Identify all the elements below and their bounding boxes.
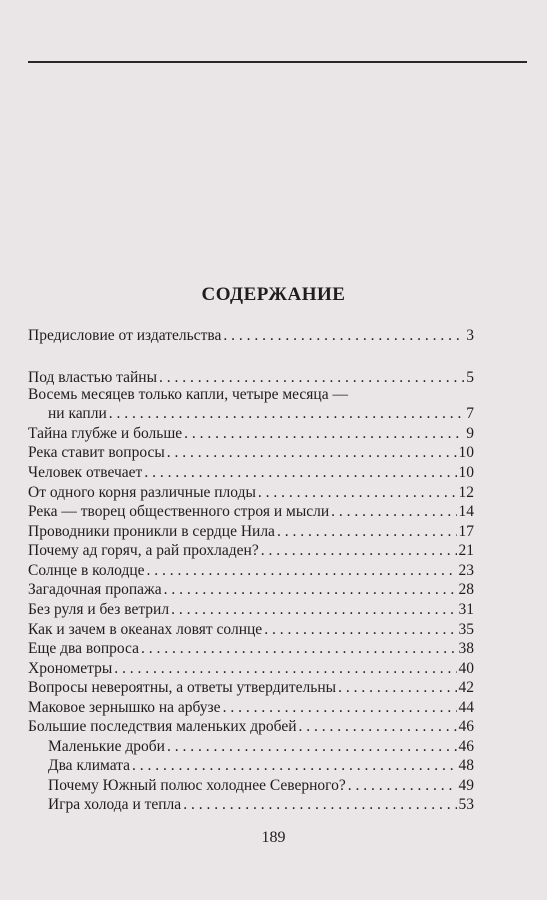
toc-entry (28, 483, 474, 503)
toc-entry-title: Проводники проникли в сердце Нила (28, 523, 275, 540)
toc-entry-title: Вопросы невероятны, а ответы утвердительны (28, 679, 337, 696)
toc-entry (28, 580, 474, 600)
toc-entry-page: 46 (458, 738, 474, 755)
toc-entry-title: Хронометры (28, 660, 113, 677)
toc-entry-page: 9 (466, 425, 474, 442)
toc-entry-line1: Восемь месяцев только капли, четыре месяца — (28, 386, 348, 403)
toc-entry (28, 717, 474, 737)
toc-entry (28, 424, 474, 444)
leader-dots (261, 541, 457, 561)
toc-entry-page: 12 (458, 484, 474, 501)
leader-dots (299, 717, 457, 737)
leader-dots (338, 678, 456, 698)
leader-dots (258, 483, 457, 503)
toc-subentry (48, 737, 474, 757)
toc-entry (28, 659, 474, 679)
toc-entry (28, 561, 474, 581)
toc-entry-page: 10 (458, 444, 474, 461)
toc-entry-page: 5 (466, 369, 474, 386)
leader-dots (164, 580, 457, 600)
toc-entry-page: 40 (458, 660, 474, 677)
toc-entry-page: 28 (458, 581, 474, 598)
toc-entry-title: Большие последствия маленьких дробей (28, 718, 297, 735)
leader-dots (167, 737, 457, 757)
toc-entry-page: 3 (466, 327, 474, 344)
toc-entry-title: От одного корня различные плоды (28, 484, 256, 501)
toc-entry-title: Игра холода и тепла (48, 796, 182, 813)
toc-entry-title: Под властью тайны (28, 369, 158, 386)
toc-entry-page: 14 (458, 503, 474, 520)
toc-entry-page: 31 (458, 601, 474, 618)
leader-dots (183, 795, 456, 815)
toc-entry-title: Без руля и без ветрил (28, 601, 170, 618)
leader-dots (223, 698, 457, 718)
toc-entry (28, 443, 474, 463)
leader-dots (277, 522, 457, 542)
toc-entry-page: 7 (466, 405, 474, 422)
toc-subentry (48, 776, 474, 796)
header-rule (28, 61, 527, 63)
toc-entry-title: Почему Южный полюс холоднее Северного? (48, 777, 346, 794)
toc-entry-title: Еще два вопроса (28, 640, 140, 657)
toc-entry-page: 53 (458, 796, 474, 813)
leader-dots (264, 620, 456, 640)
toc-entry-page: 10 (458, 464, 474, 481)
toc-entry-page: 44 (458, 699, 474, 716)
toc-entry (28, 698, 474, 718)
toc-entry-page: 17 (458, 523, 474, 540)
leader-dots (144, 463, 456, 483)
toc-entry-page: 35 (458, 621, 474, 638)
toc-entry-title: Солнце в колодце (28, 562, 145, 579)
toc-entry-page: 42 (458, 679, 474, 696)
toc-entry-title: Река — творец общественного строя и мысли (28, 503, 330, 520)
toc-entry-title: Маковое зернышко на арбузе (28, 699, 221, 716)
leader-dots (223, 326, 464, 346)
leader-dots (114, 659, 456, 679)
toc-entry-title: Тайна глубже и больше (28, 425, 183, 442)
leader-dots (132, 756, 456, 776)
leader-dots (147, 561, 457, 581)
toc-entry-title: Человек отвечает (28, 464, 143, 481)
toc-entry-page: 49 (458, 777, 474, 794)
page-number: 189 (261, 829, 286, 846)
toc-entry-title: Маленькие дроби (48, 738, 165, 755)
toc-entry-page: 48 (458, 757, 474, 774)
toc-entry (28, 522, 474, 542)
toc-entry (28, 639, 474, 659)
toc-entry (48, 404, 474, 424)
toc-entry-title: Предисловие от издательства (28, 327, 222, 344)
toc-entry-page: 21 (458, 542, 474, 559)
toc-entry-page: 46 (458, 718, 474, 735)
toc-entry-title: Река ставит вопросы (28, 444, 165, 461)
toc-entry (28, 326, 474, 346)
toc-entry (28, 463, 474, 483)
toc-entry (28, 620, 474, 640)
toc-entry (28, 600, 474, 620)
toc-subentry (48, 756, 474, 776)
leader-dots (109, 404, 464, 424)
toc-entry-title: Почему ад горяч, а рай прохладен? (28, 542, 259, 559)
toc-entry (28, 502, 474, 522)
leader-dots (184, 424, 464, 444)
leader-dots (348, 776, 457, 796)
toc-entry-title: Два климата (48, 757, 131, 774)
toc-entry-title: ни капли (48, 405, 107, 422)
toc-entry-page: 38 (458, 640, 474, 657)
toc-entry (28, 541, 474, 561)
page-title: СОДЕРЖАНИЕ (201, 284, 346, 305)
toc-subentry (48, 795, 474, 815)
toc-entry (28, 678, 474, 698)
leader-dots (167, 443, 457, 463)
toc-entry-page: 23 (458, 562, 474, 579)
toc-entry-title: Загадочная пропажа (28, 581, 162, 598)
leader-dots (331, 502, 456, 522)
leader-dots (141, 639, 456, 659)
leader-dots (171, 600, 456, 620)
toc-entry-title: Как и зачем в океанах ловят солнце (28, 621, 263, 638)
